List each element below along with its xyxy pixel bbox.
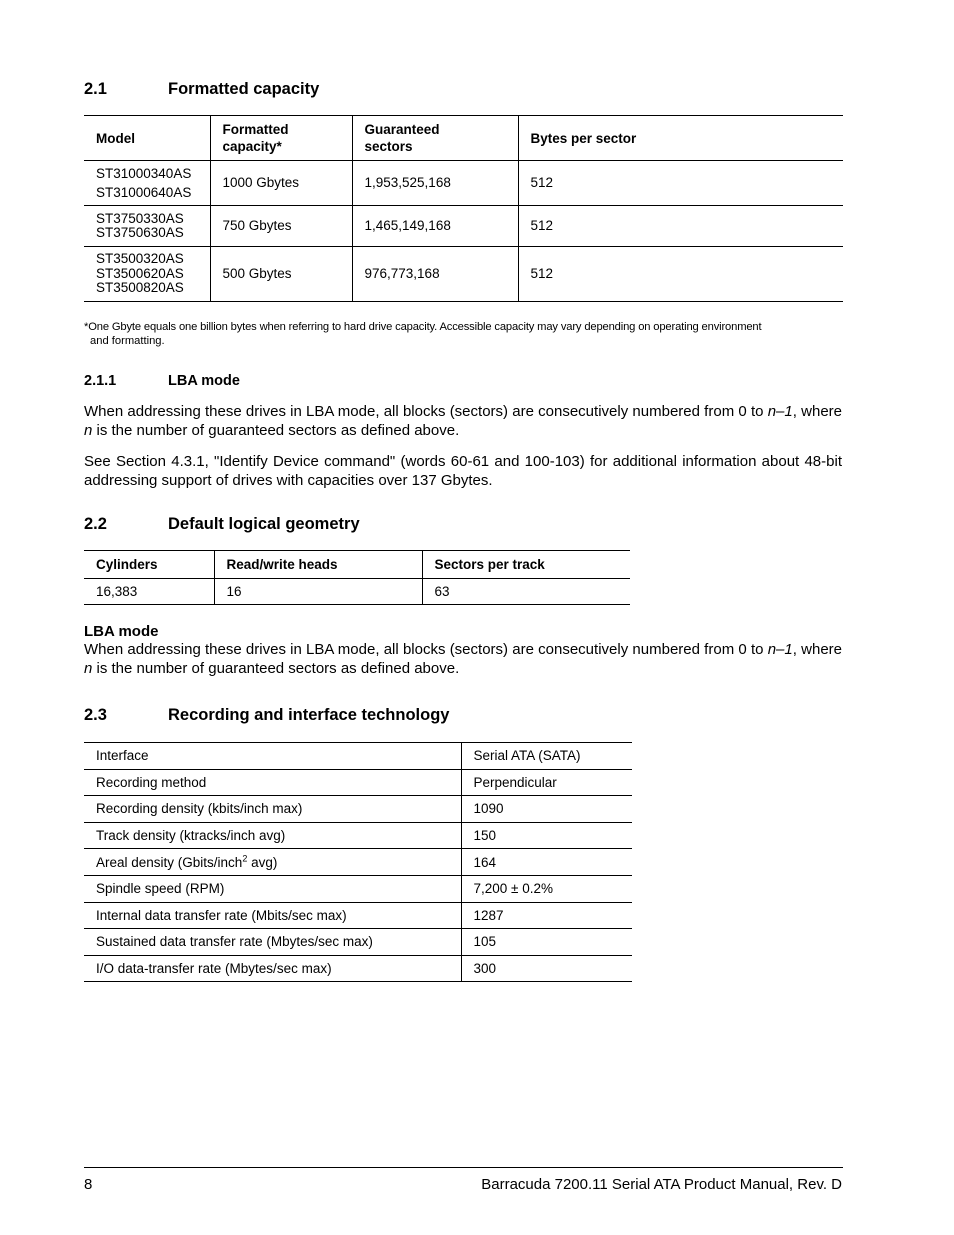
spec-label: Sustained data transfer rate (Mbytes/sec max) bbox=[84, 929, 461, 956]
spec-value: 164 bbox=[461, 849, 632, 876]
spec-label: Recording density (kbits/inch max) bbox=[84, 796, 461, 823]
model-cell: ST3750330AS ST3750630AS bbox=[84, 206, 210, 247]
bytes-cell: 512 bbox=[518, 206, 843, 247]
table-header-row bbox=[84, 551, 630, 579]
spec-value: Perpendicular bbox=[461, 769, 632, 796]
table-row bbox=[84, 822, 632, 849]
capacity-footnote: *One Gbyte equals one billion bytes when referring to hard drive capacity. Accessible capacity may vary depending on operating environment and formatting. bbox=[84, 321, 762, 347]
model-cell: ST3500320AS ST3500620AS ST3500820AS bbox=[96, 251, 184, 296]
spec-value: 300 bbox=[461, 955, 632, 982]
column-header-guaranteed-sectors: Guaranteed sectors bbox=[352, 116, 518, 161]
column-header-sectors-per-track: Sectors per track bbox=[422, 551, 630, 579]
spec-label: Recording method bbox=[84, 769, 461, 796]
section-heading-2-3 bbox=[84, 706, 449, 725]
section-heading-2-2 bbox=[84, 515, 360, 534]
column-header-formatted-capacity: Formatted capacity* bbox=[210, 116, 352, 161]
section-heading-2-1 bbox=[84, 80, 319, 99]
section-title: Recording and interface technology bbox=[168, 706, 450, 724]
column-header-heads: Read/write heads bbox=[214, 551, 422, 579]
capacity-cell: 1000 Gbytes bbox=[210, 161, 352, 206]
spec-label: Areal density (Gbits/inch$^2$ avg) bbox=[84, 849, 461, 876]
spec-label: Track density (ktracks/inch avg) bbox=[84, 822, 461, 849]
lba-mode-subheading: LBA mode bbox=[84, 623, 159, 640]
sectors-cell: 1,953,525,168 bbox=[352, 161, 518, 206]
spec-value: 150 bbox=[461, 822, 632, 849]
section-title: Default logical geometry bbox=[168, 515, 360, 533]
sectors-per-track-cell: 63 bbox=[422, 579, 630, 605]
spec-label: Spindle speed (RPM) bbox=[84, 875, 461, 902]
lba-mode-paragraph: When addressing these drives in LBA mode, all blocks (sectors) are consecutively numbered from 0 to n–1, where n is the number of guaranteed sectors as defined above. bbox=[84, 403, 842, 439]
table-header-row bbox=[84, 116, 843, 161]
cylinders-cell: 16,383 bbox=[96, 584, 138, 599]
heads-cell: 16 bbox=[214, 579, 422, 605]
spec-label: I/O data-transfer rate (Mbytes/sec max) bbox=[84, 955, 461, 982]
table-row bbox=[84, 902, 632, 929]
column-header-cylinders: Cylinders bbox=[84, 551, 214, 579]
recording-technology-table bbox=[84, 742, 632, 982]
spec-value: 7,200 ± 0.2% bbox=[461, 875, 632, 902]
column-header-bytes-per-sector: Bytes per sector bbox=[518, 116, 843, 161]
table-row bbox=[84, 849, 632, 876]
spec-label: Internal data transfer rate (Mbits/sec max) bbox=[84, 902, 461, 929]
section-number: 2.2 bbox=[84, 515, 107, 533]
spec-value: Serial ATA (SATA) bbox=[461, 743, 632, 770]
table-row bbox=[84, 206, 843, 247]
capacity-cell: 750 Gbytes bbox=[210, 206, 352, 247]
formatted-capacity-table bbox=[84, 115, 843, 302]
table-row bbox=[84, 247, 843, 302]
table-row bbox=[84, 796, 632, 823]
lba-mode-paragraph-2: When addressing these drives in LBA mode, all blocks (sectors) are consecutively numbered from 0 to n–1, where n is the number of guaranteed sectors as defined above. bbox=[84, 641, 842, 677]
spec-label: Interface bbox=[84, 743, 461, 770]
bytes-cell: 512 bbox=[518, 161, 843, 206]
table-row bbox=[84, 161, 843, 206]
table-row bbox=[84, 875, 632, 902]
spec-value: 1090 bbox=[461, 796, 632, 823]
section-number: 2.3 bbox=[84, 706, 107, 724]
sectors-cell: 976,773,168 bbox=[352, 247, 518, 302]
footer-document-title: Barracuda 7200.11 Serial ATA Product Manual, Rev. D bbox=[481, 1176, 842, 1193]
section-title: Formatted capacity bbox=[168, 80, 320, 98]
sectors-cell: 1,465,149,168 bbox=[352, 206, 518, 247]
footer-divider bbox=[84, 1167, 843, 1168]
section-title: LBA mode bbox=[168, 373, 240, 389]
column-header-model: Model bbox=[84, 116, 210, 161]
capacity-cell: 500 Gbytes bbox=[210, 247, 352, 302]
page-number: 8 bbox=[84, 1176, 93, 1193]
table-row bbox=[84, 579, 630, 605]
model-cell: ST31000340AS ST31000640AS bbox=[84, 161, 210, 206]
table-row bbox=[84, 929, 632, 956]
bytes-cell: 512 bbox=[518, 247, 843, 302]
table-row bbox=[84, 955, 632, 982]
table-row bbox=[84, 743, 632, 770]
identify-device-paragraph: See Section 4.3.1, "Identify Device command" (words 60-61 and 100-103) for additional information about 48-bit addressing support of drives with capacities over 137 Gbytes. bbox=[84, 453, 842, 489]
logical-geometry-table bbox=[84, 550, 630, 605]
section-number: 2.1.1 bbox=[84, 373, 117, 389]
spec-value: 105 bbox=[461, 929, 632, 956]
section-heading-2-1-1 bbox=[84, 373, 240, 389]
section-number: 2.1 bbox=[84, 80, 107, 98]
spec-value: 1287 bbox=[461, 902, 632, 929]
table-row bbox=[84, 769, 632, 796]
